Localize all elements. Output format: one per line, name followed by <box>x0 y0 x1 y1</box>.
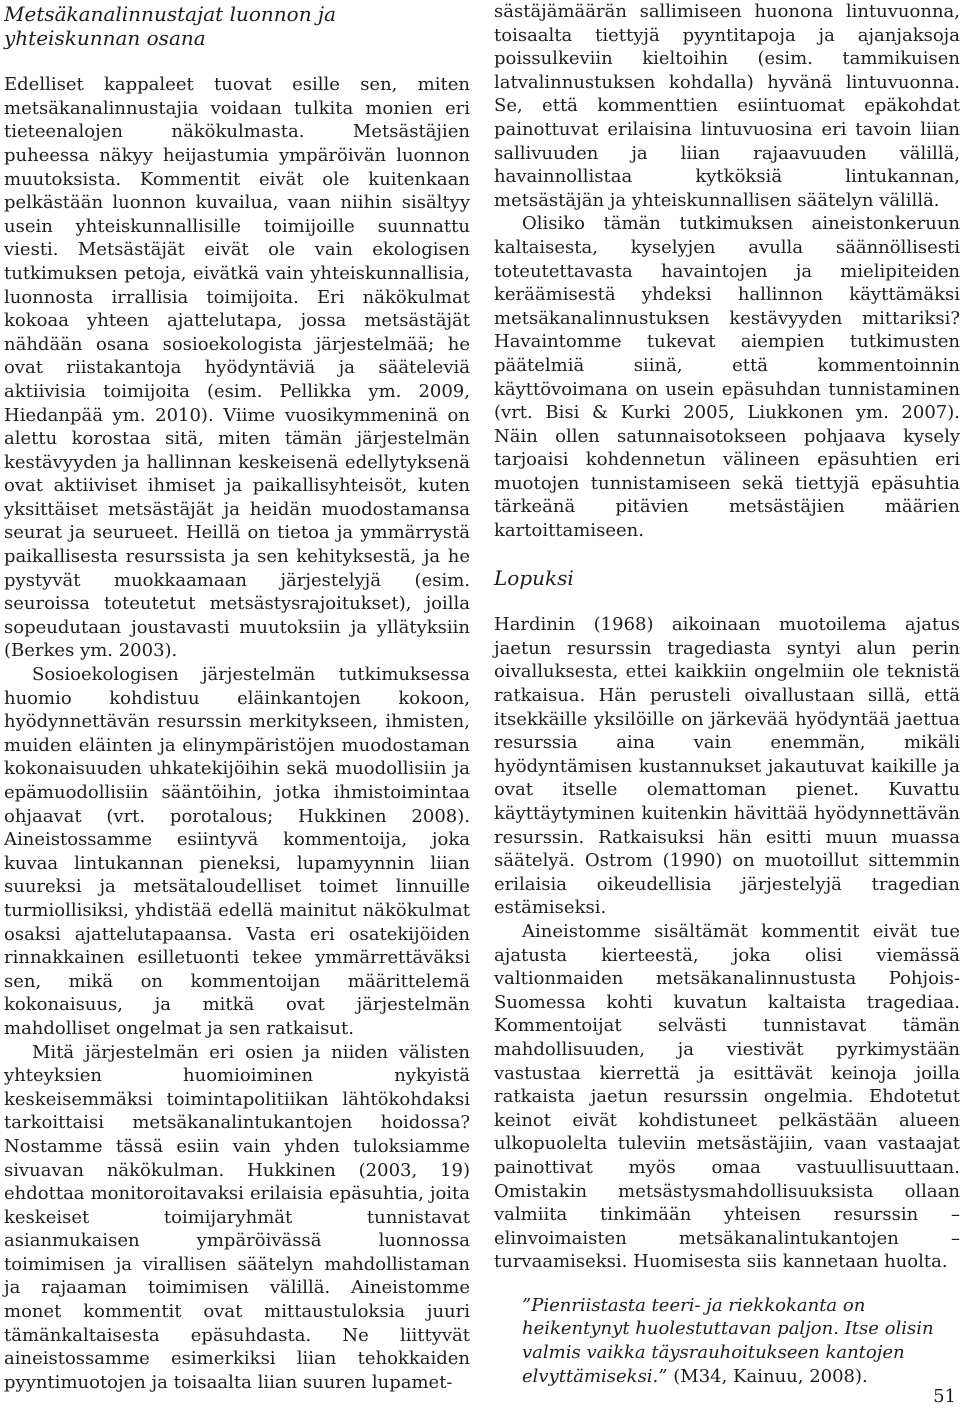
body-paragraph: Sosioekologisen järjestelmän tutkimuksessa huomio kohdistuu eläinkantojen kokoon, hyödynnettävän resurssin merkitykseen, ihmisten, muiden eläinten ja elinympäristöjen muodostaman kokonaisuuden uhkatekijöihin sekä muodollisiin ja epämuodollisiin sääntöihin, jotka ihmistoimintaa ohjaavat (vrt. porotalous; Hukkinen 2008). Aineistossamme esiintyvä kommentoija, joka kuvaa lintukannan pieneksi, lupamyynnin liian suureksi ja metsätaloudelliset toimet linnuille turmiollisiksi, yhdistää edellä mainitut näkökulmat osaksi ajattelutapaansa. Vasta eri osatekijöiden rinnakkainen esilletuonti tekee ymmärrettäväksi sen, mikä on kommentoijan määrittelemä kokonaisuus, ja mitkä ovat järjestelmän mahdolliset ongelmat ja sen ratkaisut. <box>4 664 470 1039</box>
body-paragraph: Edelliset kappaleet tuovat esille sen, miten metsäkanalinnustajia voidaan tulkita monien eri tieteenalojen näkökulmasta. Metsästäjien puheessa näkyy heijastumia ympäröivän luonnon muutoksista. Kommentit eivät ole kuitenkaan pelkästään luonnon kuvailua, vaan niihin sisältyy usein yhteiskunnallisille toimijoille suunnattu viesti. Metsästäjät eivät ole vain ekologisen tutkimuksen petoja, eivätkä vain yhteiskunnallisia, luonnosta irrallisia toimijoita. Eri näkökulmat kokoaa yhteen ajattelutapa, jossa metsästäjät nähdään osana sosioekologista järjestelmää; he ovat riistakantoja hyödyntäviä ja sääteleviä aktiivisia toimijoita (esim. Pellikka ym. 2009, Hiedanpää ym. 2010). Viime vuosikymmeninä on alettu korostaa sitä, miten tämän järjestelmän kestävyyden ja hallinnan keskeisenä edellytyksenä ovat aktiiviset ihmiset ja paikallisyhteisöt, kuten yksittäiset metsästäjät ja heidän muodostamansa seurat ja seurueet. Heillä on tietoa ja ymmärrystä paikallisesta resurssista ja sen kehityksestä, ja he pystyvät muokkaamaan järjestelyjä (esim. seuroissa toteutetut metsästysrajoitukset), joilla sopeudutaan joustavasti muutoksiin ja yllätyksiin (Berkes ym. 2003). <box>4 74 470 662</box>
section-heading-lopuksi: Lopuksi <box>494 565 574 590</box>
left-column <box>4 0 470 1394</box>
section-heading-metsakanalinnustajat: Metsäkanalinnustajat luonnon ja yhteiskunnan osana <box>4 2 337 50</box>
body-paragraph: Aineistomme sisältämät kommentit eivät tue ajatusta kierteestä, joka olisi viemässä valtionmaiden metsäkanalinnustusta Pohjois-Suomessa kohti kuvatun kaltaista tragediaa. Kommentoijat selvästi tunnistavat tämän mahdollisuuden, ja viestivät pyrkimystään vastustaa kierrettä ja esittävät keinoja joilla ratkaista jaetun resurssin ongelmia. Ehdotetut keinot eivät kohdistuneet pelkästään alueen ulkopuolelta tuleviin metsästäjiin, vaan vastaajat painottivat myös omaa vastuullisuuttaan. Omistakin metsästysmahdollisuuksista ollaan valmiita tinkimään yhteisen resurssin – elinvoimaisten metsäkanalintukantojen – turvaamiseksi. Huomisesta siis kannetaan huolta. <box>494 920 960 1273</box>
body-paragraph: Mitä järjestelmän eri osien ja niiden välisten yhteyksien huomioiminen nykyistä keskeisemmäksi toimintapolitiikan lähtökohdaksi tarkoittaisi metsäkanalintukantojen hoidossa? Nostamme tässä esiin vain yhden tuloksiamme sivuavan näkökulman. Hukkinen (2003, 19) ehdottaa monitoroitavaksi erilaisia epäsuhtia, joita keskeiset toimijaryhmät tunnistavat asianmukaisen ympäröivässä luonnossa toimimisen ja virallisen säätelyn mahdollistaman ja rajaaman toimimisen välillä. Aineistomme monet kommentit ovat mittaustuloksia juuri tämänkaltaisesta epäsuhdasta. Ne liittyvät aineistossamme esimerkiksi liian tehokkaiden pyyntimuotojen ja toisaalta liian suuren lupamet- <box>4 1041 470 1393</box>
page-number: 51 <box>933 1386 956 1407</box>
quote-source: (M34, Kainuu, 2008). <box>673 1365 868 1387</box>
block-quote <box>522 1294 960 1388</box>
body-paragraph: sästäjämäärän sallimiseen huonona lintuvuonna, toisaalta tiettyjä pyyntitapoja ja ajanjaksoja poissulkeviin kieltoihin (esim. tammikuisen latvalinnustuksen kohdalla) hyvänä lintuvuonna. Se, että kommenttien esiintuomat epäkohdat painottuvat erilaisina lintuvuosina eri tavoin liian sallivuuden ja liian rajaavuuden välillä, havainnollistaa kytköksiä lintukannan, metsästäjän ja yhteiskunnallisen säätelyn välillä. <box>494 1 960 211</box>
body-paragraph: Olisiko tämän tutkimuksen aineistonkeruun kaltaisesta, kyselyjen avulla säännöllisesti toteutettavasta havaintojen ja mielipiteiden keräämisestä yhdeksi hallinnon käyttämäksi metsäkanalinnustuksen kestävyyden mittariksi? Havaintomme tukevat aiempien tutkimusten päätelmiä siinä, että kommentoinnin käyttövoimana on usein epäsuhdan tunnistaminen (vrt. Bisi & Kurki 2005, Liukkonen ym. 2007). Näin ollen satunnaisotokseen pohjaava kysely tarjoaisi kohdennetun välineen epäsuhtien eri muotojen tunnistamiseen sekä tiettyjä epäsuhtia tärkeänä pitävien metsästäjien määrien kartoittamiseen. <box>494 213 960 542</box>
quote-text: ”Pienriistasta teeri- ja riekkokanta on heikentynyt huolestuttavan paljon. Itse olisin valmis vaikka täysrauhoitukseen kantojen elvyttämiseksi.” <box>522 1294 934 1387</box>
right-column <box>494 0 960 1388</box>
body-paragraph: Hardinin (1968) aikoinaan muotoilema ajatus jaetun resurssin tragediasta syntyi alun perin oivalluksesta, ettei kaikkiin ongelmiin ole teknistä ratkaisua. Hän perusteli oivallustaan sillä, että itsekkäille yksilöille on järkevää hyödyntää jaettua resurssia aina vain enemmän, mikäli hyödyntämisen kustannukset jakautuvat kaikille ja ovat itselle olemattoman pienet. Kuvattu käyttäytyminen kuitenkin hävittää hyödynnettävän resurssin. Ratkaisuksi hän esitti muun muassa säätelyä. Ostrom (1990) on muotoillut sittemmin erilaisia oikeudellisia järjestelyjä tragedian estämiseksi. <box>494 614 960 919</box>
